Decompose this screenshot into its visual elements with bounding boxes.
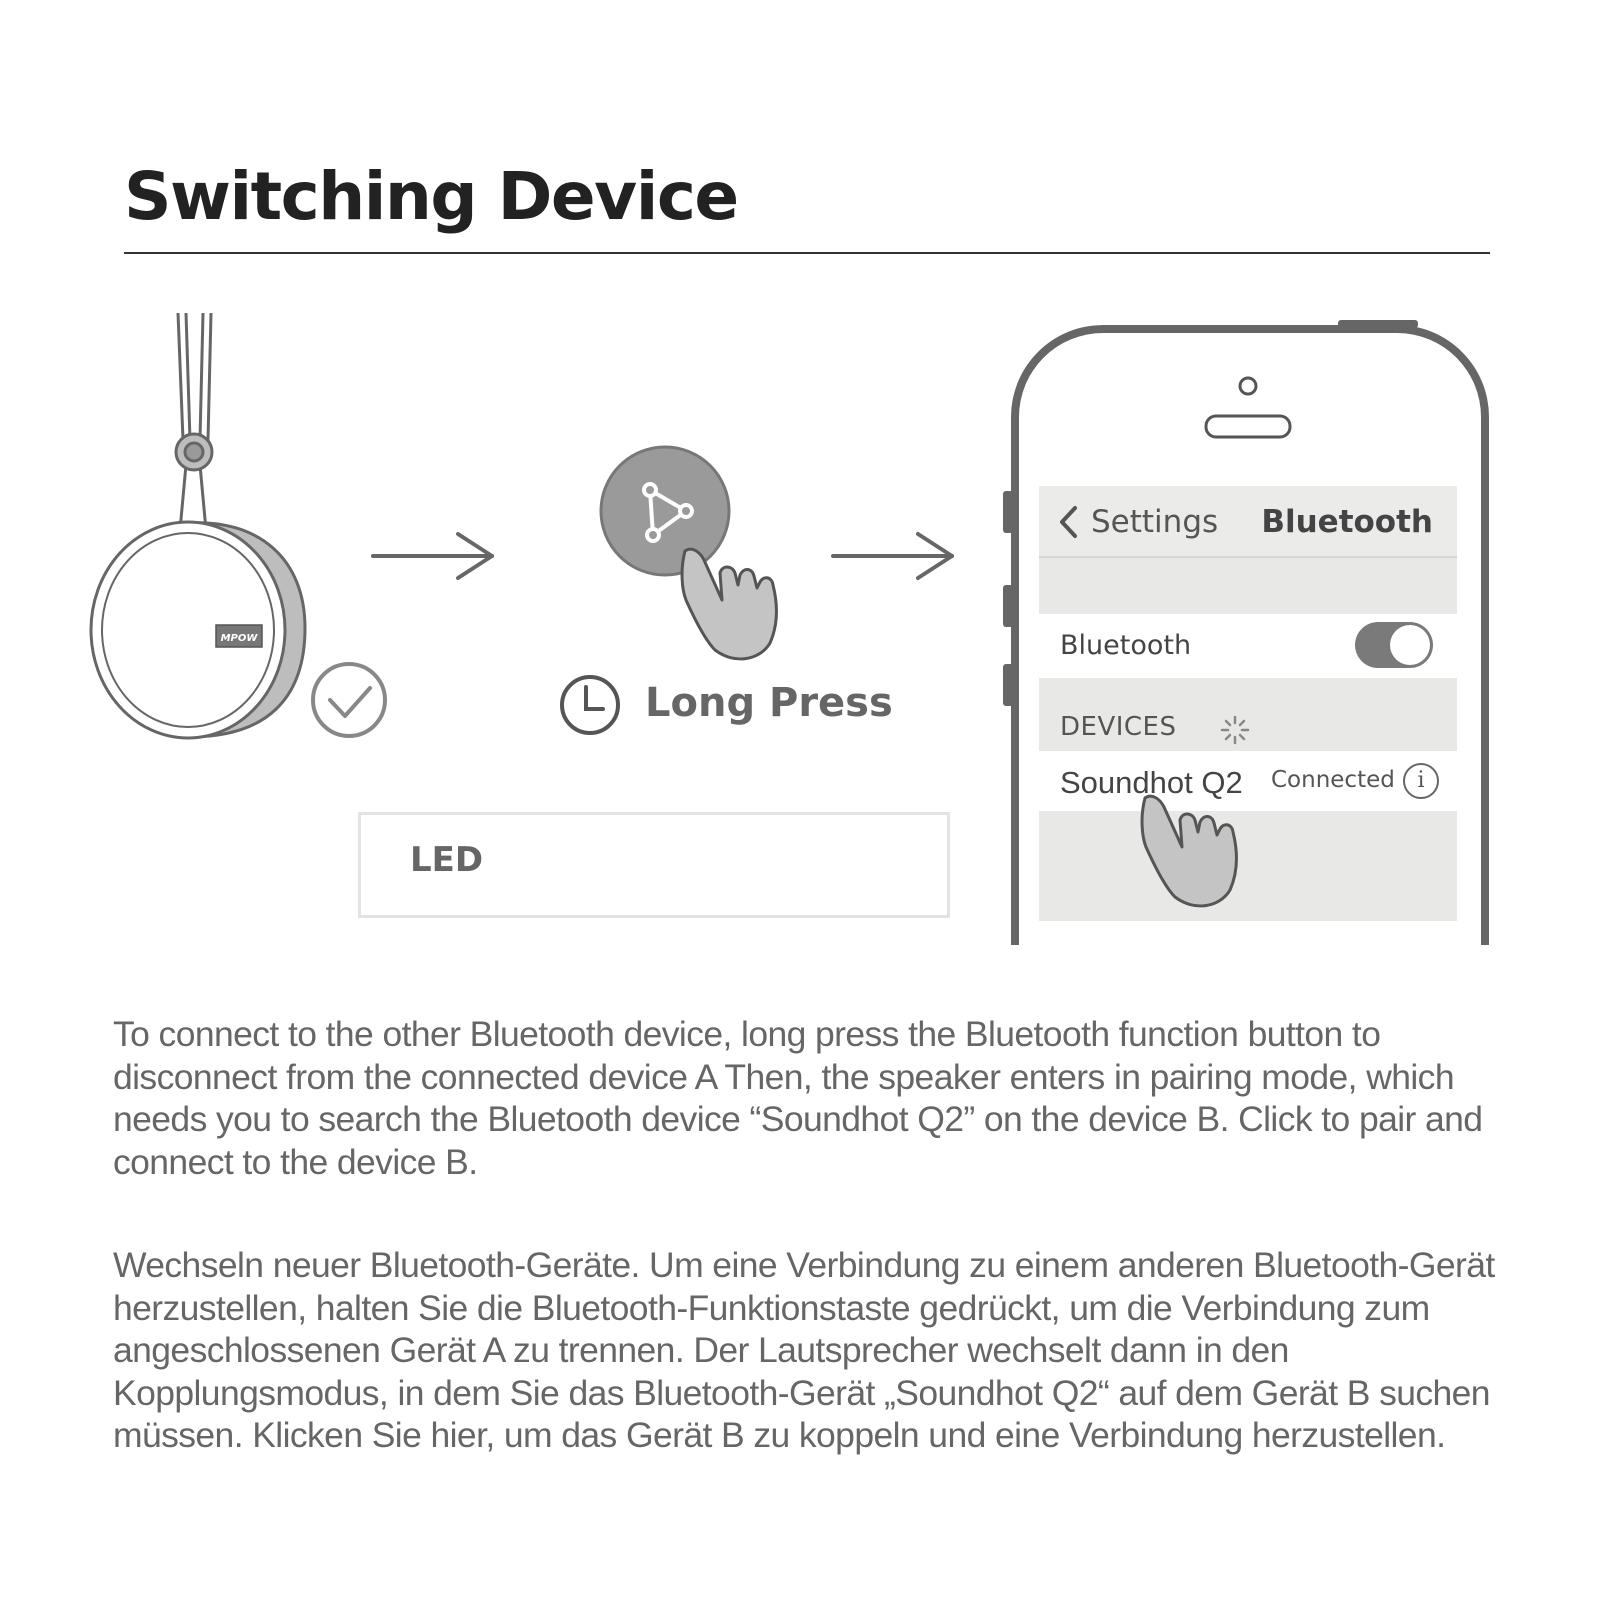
hand-pointer-icon bbox=[1142, 796, 1236, 906]
bluetooth-row-label: Bluetooth bbox=[1060, 630, 1192, 661]
page-title: Switching Device bbox=[124, 158, 738, 235]
device-name: Soundhot Q2 bbox=[1060, 765, 1243, 800]
led-label: LED bbox=[410, 840, 484, 880]
instructions-english: To connect to the other Bluetooth device, long press the Bluetooth function button to disconnect from the connected device A Then, the speaker enters in pairing mode, which needs you to search the Bluetooth device “Soundhot Q2” on the device B. Click to pair and connect to the device B. bbox=[113, 1014, 1483, 1182]
long-press-label: Long Press bbox=[645, 680, 893, 726]
speaker-logo: MPOW bbox=[220, 633, 258, 644]
nav-title: Bluetooth bbox=[1261, 504, 1433, 540]
instructions-german: Wechseln neuer Bluetooth-Geräte. Um eine Verbindung zu einem anderen Bluetooth-Gerät herzustellen, halten Sie die Bluetooth-Funktionstaste gedrückt, um die Verbindung zum angeschlossenen Gerät A zu trennen. Der Lautsprecher wechselt dann in den Kopplungsmodus, in dem Sie das Bluetooth-Gerät „Soundhot Q2“ auf dem Gerät B suchen müssen. Klicken Sie hier, um das Gerät B zu koppeln und eine Verbindung herzustellen. bbox=[113, 1245, 1495, 1455]
device-status: Connected bbox=[1271, 767, 1395, 793]
info-icon[interactable]: i bbox=[1403, 763, 1439, 799]
back-button[interactable]: Settings bbox=[1091, 504, 1219, 540]
devices-section-header: DEVICES bbox=[1060, 712, 1177, 742]
